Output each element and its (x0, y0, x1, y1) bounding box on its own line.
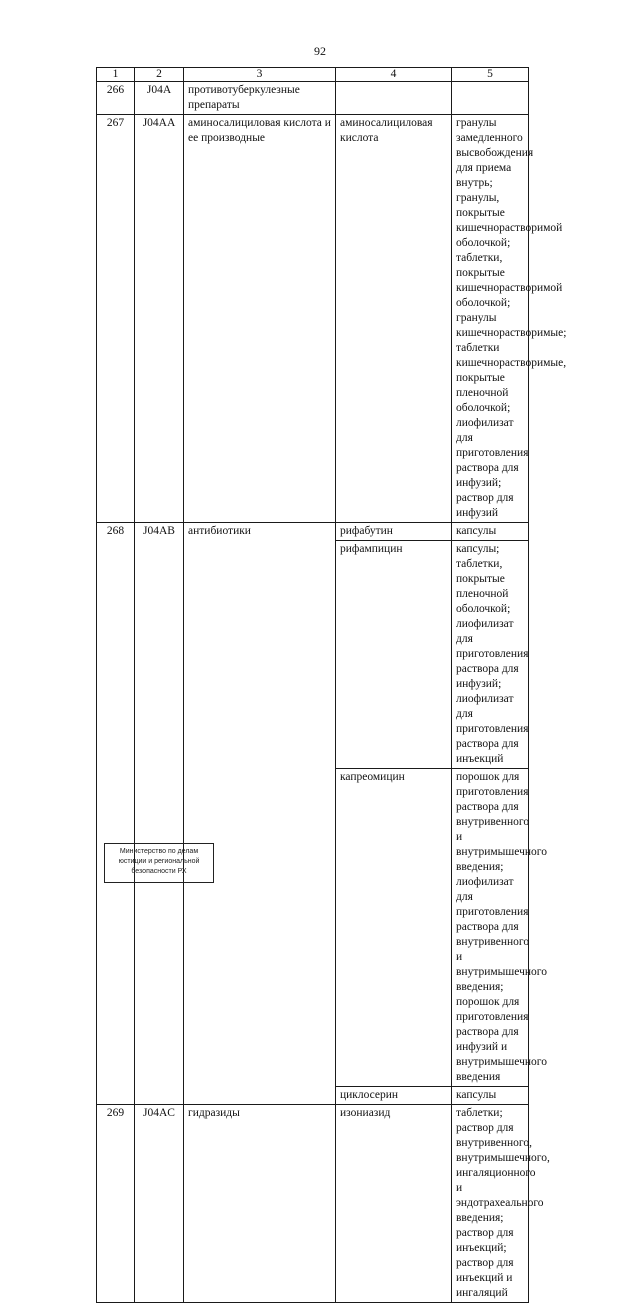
table-row (97, 523, 529, 541)
stamp-line: безопасности РХ (131, 868, 187, 875)
anatomical-therapeutic-group: гидразиды (184, 1105, 336, 1303)
anatomical-therapeutic-group: аминосалициловая кислота и ее производные (184, 115, 336, 523)
column-header-3: 3 (184, 68, 336, 82)
table-row (97, 1105, 529, 1303)
drug-name (336, 82, 452, 115)
row-number: 268 (97, 523, 135, 1105)
drug-name: циклосерин (336, 1087, 452, 1105)
page-number: 92 (314, 44, 326, 58)
drug-name: изониазид (336, 1105, 452, 1303)
atc-code: J04A (135, 82, 184, 115)
row-number: 267 (97, 115, 135, 523)
column-header-2: 2 (135, 68, 184, 82)
row-number: 266 (97, 82, 135, 115)
column-header-1: 1 (97, 68, 135, 82)
dosage-forms: таблетки; раствор для внутривенного, внутримышечного, ингаляционного и эндотрахеального введения; раствор для инъекций; раствор для инъекций и ингаляций (452, 1105, 529, 1303)
drug-name: аминосалициловая кислота (336, 115, 452, 523)
drug-classification-table (96, 67, 567, 1303)
column-header-5: 5 (452, 68, 529, 82)
dosage-forms: капсулы (452, 1087, 529, 1105)
table-header-row (97, 68, 529, 82)
table-row (97, 115, 529, 523)
dosage-forms: порошок для приготовления раствора для внутривенного и внутримышечного введения; лиофилизат для приготовления раствора для внутривенного и внутримышечного введения; порошок для приготовления раствора для инфузий и внутримышечного введения (452, 769, 529, 1087)
stamp-line: Министерство по делам (119, 848, 199, 855)
anatomical-therapeutic-group: антибиотики (184, 523, 336, 1105)
atc-code: J04AC (135, 1105, 184, 1303)
row-number: 269 (97, 1105, 135, 1303)
drug-name: капреомицин (336, 769, 452, 1087)
drug-name: рифампицин (336, 541, 452, 769)
atc-code: J04AB (135, 523, 184, 1105)
drug-name: рифабутин (336, 523, 452, 541)
atc-code: J04AA (135, 115, 184, 523)
table-row (97, 82, 529, 115)
dosage-forms: капсулы; таблетки, покрытые пленочной оболочкой; лиофилизат для приготовления раствора для инфузий; лиофилизат для приготовления раствора для инъекций (452, 541, 529, 769)
dosage-forms (452, 82, 529, 115)
stamp-line: юстиции и региональной (118, 858, 200, 865)
ministry-stamp (104, 843, 214, 883)
anatomical-therapeutic-group: противотуберкулезные препараты (184, 82, 336, 115)
dosage-forms: гранулы замедленного высвобождения для приема внутрь; гранулы, покрытые кишечнорастворимой оболочкой; таблетки, покрытые кишечнорастворимой оболочкой; гранулы кишечнорастворимые; таблетки кишечнорастворимые, покрытые пленочной оболочкой; лиофилизат для приготовления раствора для инфузий; раствор для инфузий (452, 115, 529, 523)
dosage-forms: капсулы (452, 523, 529, 541)
column-header-4: 4 (336, 68, 452, 82)
